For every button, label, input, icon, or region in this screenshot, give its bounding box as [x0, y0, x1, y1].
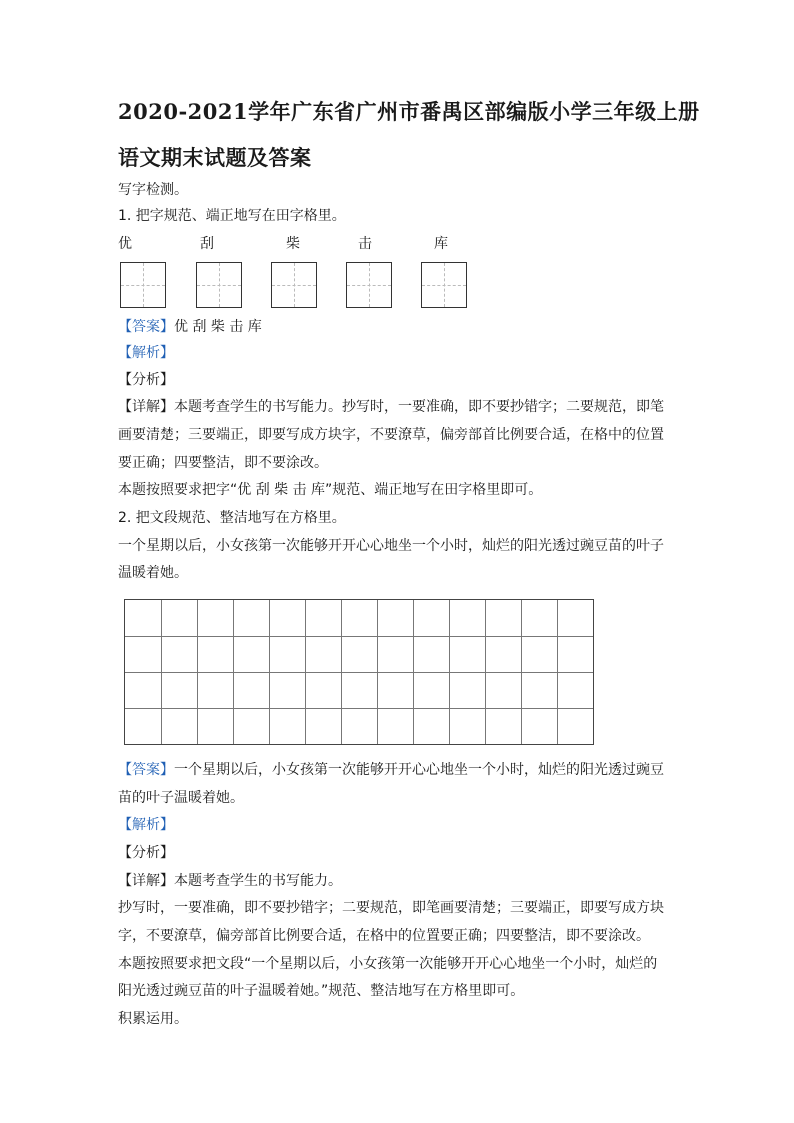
- q1-detail-line-2: 画要清楚；三要端正，即要写成方块字，不要潦草，偏旁部首比例要合适，在格中的位置: [118, 427, 664, 443]
- q1-fenxi-tag: 【分析】: [118, 372, 174, 388]
- section-writing-heading: 写字检测。: [118, 182, 188, 198]
- grid-row-line: [125, 636, 593, 637]
- q2-fenxi-tag: 【分析】: [118, 845, 174, 861]
- q1-char: 柴: [286, 236, 300, 252]
- q2-prompt: 2. 把文段规范、整洁地写在方格里。: [118, 510, 346, 526]
- answer-tag: 【答案】: [118, 762, 174, 778]
- q1-prompt: 1. 把字规范、端正地写在田字格里。: [118, 208, 346, 224]
- detail-tag: 【详解】: [118, 399, 174, 415]
- q2-detail-line-2: 抄写时，一要准确，即不要抄错字；二要规范，即笔画要清楚；三要端正，即要写成方块: [118, 900, 664, 916]
- grid-row-line: [125, 672, 593, 673]
- tianzige-box[interactable]: [196, 262, 242, 308]
- fangge-writing-grid[interactable]: [124, 599, 594, 745]
- answer-tag: 【答案】: [118, 319, 174, 335]
- q1-char: 优: [118, 236, 132, 252]
- q2-analysis-tag: 【解析】: [118, 817, 174, 833]
- title-line-2: 语文期末试题及答案: [118, 145, 312, 170]
- tianzige-box[interactable]: [421, 262, 467, 308]
- section-accumulate-heading: 积累运用。: [118, 1011, 188, 1027]
- q1-answer: [118, 317, 262, 337]
- q1-char: 刮: [200, 236, 214, 252]
- q1-char: 击: [358, 236, 372, 252]
- q1-conclusion: 本题按照要求把字“优 刮 柴 击 库”规范、端正地写在田字格里即可。: [118, 482, 543, 498]
- q1-detail-line-1: 【详解】本题考查学生的书写能力。抄写时，一要准确，即不要抄错字；二要规范，即笔: [118, 399, 664, 415]
- q2-conclusion-line-1: 本题按照要求把文段“一个星期以后，小女孩第一次能够开开心心地坐一个小时，灿烂的: [118, 956, 658, 972]
- q2-answer-line-2: 苗的叶子温暖着她。: [118, 790, 244, 806]
- q2-answer-line-1: 【答案】一个星期以后，小女孩第一次能够开开心心地坐一个小时，灿烂的阳光透过豌豆: [118, 762, 664, 778]
- q2-passage-line-2: 温暖着她。: [118, 565, 188, 581]
- grid-row-line: [125, 708, 593, 709]
- tianzige-box[interactable]: [346, 262, 392, 308]
- q2-conclusion-line-2: 阳光透过豌豆苗的叶子温暖着她。”规范、整洁地写在方格里即可。: [118, 983, 525, 999]
- title-line-1: 2020-2021学年广东省广州市番禺区部编版小学三年级上册: [118, 99, 700, 124]
- answer-text: 优 刮 柴 击 库: [174, 319, 262, 335]
- q1-analysis-tag: 【解析】: [118, 345, 174, 361]
- q2-passage-line-1: 一个星期以后，小女孩第一次能够开开心心地坐一个小时，灿烂的阳光透过豌豆苗的叶子: [118, 538, 664, 554]
- q2-detail-line-3: 字，不要潦草，偏旁部首比例要合适，在格中的位置要正确；四要整洁，即不要涂改。: [118, 928, 650, 944]
- tianzige-box[interactable]: [271, 262, 317, 308]
- q1-char: 库: [434, 236, 448, 252]
- tianzige-box[interactable]: [120, 262, 166, 308]
- q1-detail-line-3: 要正确；四要整洁，即不要涂改。: [118, 455, 328, 471]
- detail-tag: 【详解】: [118, 873, 174, 889]
- q2-detail-line-1: 【详解】本题考查学生的书写能力。: [118, 873, 342, 889]
